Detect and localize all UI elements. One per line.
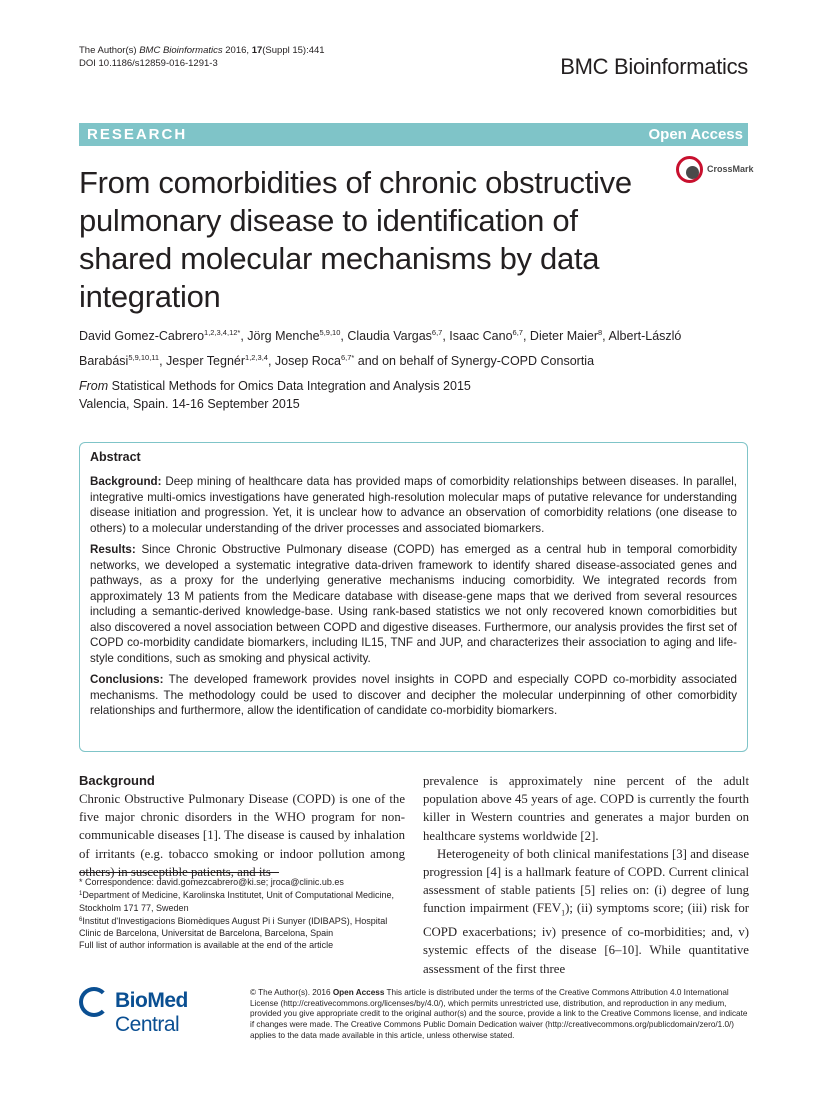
author-name[interactable]: Albert-László Barabási (79, 329, 682, 368)
author-name[interactable]: Jesper Tegnér (166, 354, 246, 368)
citation-line: The Author(s) BMC Bioinformatics 2016, 17(Suppl 15):441 (79, 45, 325, 56)
author-affiliation: 6,7 (512, 328, 523, 337)
author-list (79, 322, 759, 372)
body-paragraph: Chronic Obstructive Pulmonary Disease (COPD) is one of the five major chronic disorders in the WHO program for non-communicable diseases [1]. The disease is caused by inhalation of irritants (e.g. tobacco smoking or indoor pollution among others) in susceptible patients, and its (79, 792, 405, 879)
affiliation-note: $^6$Institut d'Investigacions Biomèdiques August Pi i Sunyer (IDIBAPS), Hospital Clinic de Barcelona, Universitat de Barcelona, Barcelona, Spain (79, 915, 388, 939)
author-name[interactable]: Jörg Menche (247, 329, 320, 343)
author-affiliation: 6,7 (431, 328, 443, 337)
conference-info: From Statistical Methods for Omics Data Integration and Analysis 2015 Valencia, Spain. 14-16 September 2015 (79, 379, 471, 411)
footnotes (79, 876, 409, 952)
body-paragraph: Heterogeneity of both clinical manifestations [3] and disease progression [4] is a hallmark feature of COPD. Current clinical assessment of stable patients [5] relies on: (i) degree of lung function impairment $(FEV_1)$; (ii) symptoms score; (iii) risk for COPD exacerbations; iv) presence of co-morbidities; and, v) systemic effects of the disease [6–10]. While quantitative assessment of the first three (423, 846, 749, 976)
author-info-note: Full list of author information is available at the end of the article (79, 940, 334, 951)
crossmark-label: CrossMark (707, 164, 754, 174)
author-name[interactable]: Dieter Maier (529, 329, 598, 343)
author-separator: , (267, 354, 275, 368)
abstract-heading: Abstract (90, 450, 141, 464)
body-column-left (79, 772, 405, 881)
author-separator: , (602, 329, 609, 343)
author-affiliation: 1,2,3,4 (245, 353, 268, 362)
author-affiliation: 1,2,3,4,12* (204, 328, 241, 337)
consortium-note: and on behalf of Synergy-COPD Consortia (357, 354, 595, 368)
crossmark-button[interactable] (676, 156, 756, 186)
author-affiliation: 6,7* (340, 353, 355, 362)
author-separator: , (522, 329, 530, 343)
article-type-label: RESEARCH (87, 126, 188, 143)
author-affiliation: 8 (598, 328, 603, 337)
abstract-background: Background: Deep mining of healthcare data has provided maps of comorbidity relationships between diseases. In parallel, integrative multi-omics investigations have generated high-resolution molecular maps of putative relevance for understanding disease initiation and progression. Yet, it is unclear how to advance an observation of comorbidity relations (one disease to others) to a molecular understanding of the driver processes and associated biomarkers. (90, 475, 737, 535)
article-title: From comorbidities of chronic obstructive pulmonary disease to identification of shared molecular mechanisms by data integration (79, 165, 632, 314)
open-access-label: Open Access (648, 126, 743, 143)
article-type-banner (79, 123, 748, 146)
author-separator: , (442, 329, 450, 343)
body-column-right (423, 772, 749, 978)
correspondence-note: * Correspondence: david.gomezcabrero@ki.se; jroca@clinic.ub.es (79, 877, 344, 887)
affiliation-note: $^1$Department of Medicine, Karolinska Institutet, Unit of Computational Medicine, Stockholm 171 77, Sweden (79, 890, 394, 913)
author-separator: , (340, 329, 348, 343)
abstract-results: Results: Since Chronic Obstructive Pulmonary disease (COPD) has emerged as a central hub in temporal comorbidity networks, we developed a systematic integrative data-driven framework to identify shared disease-associated genes and pathways, as a proxy for the underlying generative mechanisms inducing comorbidity. We integrated records from approximately 13 M patients from the Medicare database with disease-gene maps that we derived from several resources including a semantic-derived knowledge-base. Using rank-based statistics we not only recovered known comorbidities but also discovered a novel association between COPD and digestive diseases. Furthermore, our analysis provides the first set of COPD co-morbidity candidate biomarkers, including IL15, TNF and JUP, and characterizes their association to aging and life-style conditions, such as smoking and physical activity. (90, 543, 737, 665)
author-name[interactable]: David Gomez-Cabrero (79, 329, 205, 343)
section-heading: Background (79, 773, 155, 788)
abstract-box (79, 442, 748, 752)
crossmark-icon (676, 156, 703, 183)
citation-block (79, 44, 325, 70)
license-text: © The Author(s). 2016 Open Access This article is distributed under the terms of the Creative Commons Attribution 4.0 International License (http://creativecommons.org/licenses/by/4.0/), which permits unrestricted use, distribution, and reproduction in any medium, provided you give appropriate credit to the original author(s) and the source, provide a link to the Creative Commons license, and indicate if changes were made. The Creative Commons Public Domain Dedication waiver (http://creativecommons.org/publicdomain/zero/1.0/) applies to the data made available in this article, unless otherwise stated. (250, 988, 748, 1040)
doi[interactable]: DOI 10.1186/s12859-016-1291-3 (79, 58, 218, 69)
abstract-conclusions: Conclusions: The developed framework provides novel insights in COPD and especially COPD co-morbidity associated mechanisms. The methodology could be used to discover and decipher the molecular underpinning of other comorbidity relationships and furthermore, allow the identification of candidate co-morbidity biomarkers. (90, 673, 737, 717)
body-paragraph: prevalence is approximately nine percent of the adult population above 45 years of age. COPD is currently the fourth killer in Western countries and generates a major burden on healthcare systems worldwide [2]. (423, 774, 749, 843)
author-name[interactable]: Josep Roca (274, 354, 341, 368)
journal-name: BMC Bioinformatics (560, 54, 748, 79)
author-affiliation: 5,9,10 (319, 328, 341, 337)
author-affiliation: 5,9,10,11 (128, 353, 160, 362)
author-name[interactable]: Claudia Vargas (347, 329, 432, 343)
author-name[interactable]: Isaac Cano (449, 329, 513, 343)
footnote-divider (79, 872, 279, 873)
author-separator: , (159, 354, 167, 368)
biomed-ring-icon (79, 987, 109, 1017)
biomed-central-logo[interactable]: BioMed Central (79, 985, 239, 1025)
author-separator: , (240, 329, 248, 343)
